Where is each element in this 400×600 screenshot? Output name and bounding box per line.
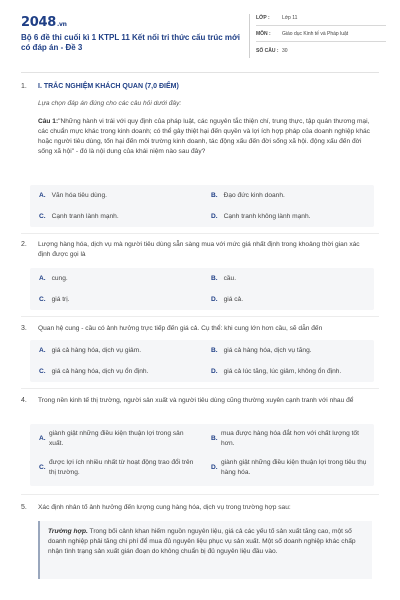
option-text: cung. — [51, 275, 68, 282]
header-bottom-line — [21, 72, 379, 73]
divider — [21, 233, 379, 234]
option-letter: A. — [39, 435, 46, 442]
header-divider — [249, 14, 250, 58]
question-1-body: "Những hành vi trái với quy định của pháp luật, các nguyên tắc thiện chí, trung thực, tập quán thương mại, các chuẩn mực khác trong kinh doanh; có thể gây thiệt hại đến quyền và lợi ích hợp pháp của doanh nghiệp khác hoặc người tiêu dùng, tốn hại đến môi trường kinh doanh, tác động xấu đến đời sống xã hội. động xấu đến đời sống xã hội" - đó là nội dung của khái niệm nào sau đây? — [38, 118, 370, 155]
question-2-text: Lượng hàng hóa, dịch vụ mà người tiêu dùng sẵn sàng mua với mức giá nhất định trong khoảng thời gian xác định được gọi là — [38, 241, 360, 258]
option-letter: D. — [211, 213, 218, 220]
option-2a[interactable] — [39, 274, 68, 283]
option-letter: A. — [39, 347, 46, 354]
case-text: Trong bối cảnh khan hiếm nguồn nguyên liệu, giá cả các yếu tố sản xuất tăng cao, một số doanh nghiệp phải tăng chi phí để mua đủ nguyên liệu phục vụ sản xuất. Một số doanh nghiệp khác chấp nhận tình trạng sản xuất gián đoạn do không chuẩn bị đủ nguyên liệu đầu vào. — [48, 528, 356, 555]
meta-subject — [256, 28, 386, 42]
page-header — [0, 0, 400, 70]
option-3d[interactable] — [211, 367, 341, 376]
question-1-label: Câu 1: — [38, 118, 59, 125]
option-4a[interactable] — [39, 429, 197, 448]
meta-class — [256, 12, 386, 26]
option-text: giá cả hàng hóa, dịch vụ ổn định. — [51, 368, 149, 375]
meta-count-value: 30 — [282, 47, 288, 54]
option-1c[interactable] — [39, 212, 119, 221]
option-letter: B. — [211, 275, 218, 282]
question-1-text — [38, 117, 372, 157]
option-text: được lợi ích nhiều nhất từ hoạt động trao đổi trên thị trường. — [49, 459, 194, 476]
option-text: giành giật những điều kiện thuận lợi trong tiêu thụ hàng hóa. — [221, 459, 367, 476]
option-letter: D. — [211, 296, 218, 303]
option-letter: B. — [211, 435, 218, 442]
question-2-options — [30, 268, 374, 310]
option-text: Văn hóa tiêu dùng. — [51, 192, 107, 199]
option-2b[interactable] — [211, 274, 236, 283]
meta-subject-key: MÔN : — [256, 31, 271, 38]
option-letter: B. — [211, 347, 218, 354]
option-text: giá trị. — [51, 296, 70, 303]
option-text: giá cả hàng hóa, dịch vụ giảm. — [51, 347, 142, 354]
option-letter: C. — [39, 368, 46, 375]
divider — [21, 494, 379, 495]
option-3c[interactable] — [39, 367, 148, 376]
case-label: Trường hợp. — [48, 528, 88, 535]
question-3-text: Quan hệ cung - cầu có ảnh hưởng trực tiếp đến giá cả. Cụ thể: khi cung lớn hơn cầu, sẽ dẫn đến — [38, 325, 323, 332]
option-text: Cạnh tranh lành mạnh. — [51, 213, 119, 220]
question-number-1: 1. — [21, 83, 27, 90]
option-2c[interactable] — [39, 295, 70, 304]
option-letter: C. — [39, 464, 46, 471]
option-3a[interactable] — [39, 346, 141, 355]
option-text: Đạo đức kinh doanh. — [223, 192, 285, 199]
option-4d[interactable] — [211, 458, 369, 477]
meta-class-value: Lớp 11 — [282, 15, 298, 22]
option-1d[interactable] — [211, 212, 310, 221]
case-study-box — [38, 521, 372, 579]
option-1b[interactable] — [211, 191, 285, 200]
option-text: giá cả lúc tăng, lúc giảm, không ổn định. — [223, 368, 342, 375]
question-5-text: Xác định nhân tố ảnh hưởng đến lượng cung hàng hóa, dịch vụ trong trường hợp sau: — [38, 504, 291, 511]
meta-count-key: SỐ CÂU : — [256, 47, 279, 54]
section-title: I. TRẮC NGHIỆM KHÁCH QUAN (7,0 ĐIỂM) — [38, 83, 179, 90]
option-text: cầu. — [223, 275, 237, 282]
divider — [21, 388, 379, 389]
option-letter: A. — [39, 192, 46, 199]
option-2d[interactable] — [211, 295, 243, 304]
question-4-text: Trong nền kinh tế thị trường, người sản xuất và người tiêu dùng cũng thường xuyên cạnh tranh với nhau để — [38, 397, 354, 404]
option-4c[interactable] — [39, 458, 197, 477]
option-letter: C. — [39, 296, 46, 303]
option-letter: B. — [211, 192, 218, 199]
option-text: Cạnh tranh không lành mạnh. — [223, 213, 311, 220]
question-1-options — [30, 185, 374, 227]
meta-class-key: LỚP : — [256, 15, 270, 22]
logo-suffix: .vn — [56, 21, 67, 28]
document-title: Bộ 6 đề thi cuối kì 1 KTPL 11 Kết nối tri thức cấu trúc mới có đáp án - Đề 3 — [21, 33, 240, 53]
question-number-3: 3. — [21, 325, 27, 332]
section-instruction: Lựa chọn đáp án đúng cho các câu hỏi dưới đây: — [38, 100, 182, 107]
option-4b[interactable] — [211, 429, 369, 448]
option-letter: C. — [39, 213, 46, 220]
option-letter: D. — [211, 368, 218, 375]
option-letter: D. — [211, 464, 218, 471]
site-logo[interactable] — [21, 14, 67, 32]
meta-count — [256, 44, 386, 58]
logo-text: 2048 — [21, 15, 56, 30]
meta-subject-value: Giáo dục Kinh tế và Pháp luật — [282, 31, 349, 38]
question-number-2: 2. — [21, 241, 27, 248]
option-letter: A. — [39, 275, 46, 282]
option-text: giá cả hàng hóa, dịch vụ tăng. — [223, 347, 312, 354]
question-number-5: 5. — [21, 504, 27, 511]
question-4-options — [30, 424, 374, 486]
option-1a[interactable] — [39, 191, 107, 200]
question-3-options — [30, 340, 374, 382]
option-text: mua được hàng hóa đắt hơn với chất lượng tốt hơn. — [221, 430, 359, 447]
option-text: giành giật những điều kiện thuận lợi trong sản xuất. — [49, 430, 184, 447]
question-number-4: 4. — [21, 397, 27, 404]
option-text: giá cả. — [223, 296, 244, 303]
option-3b[interactable] — [211, 346, 312, 355]
divider — [21, 316, 379, 317]
